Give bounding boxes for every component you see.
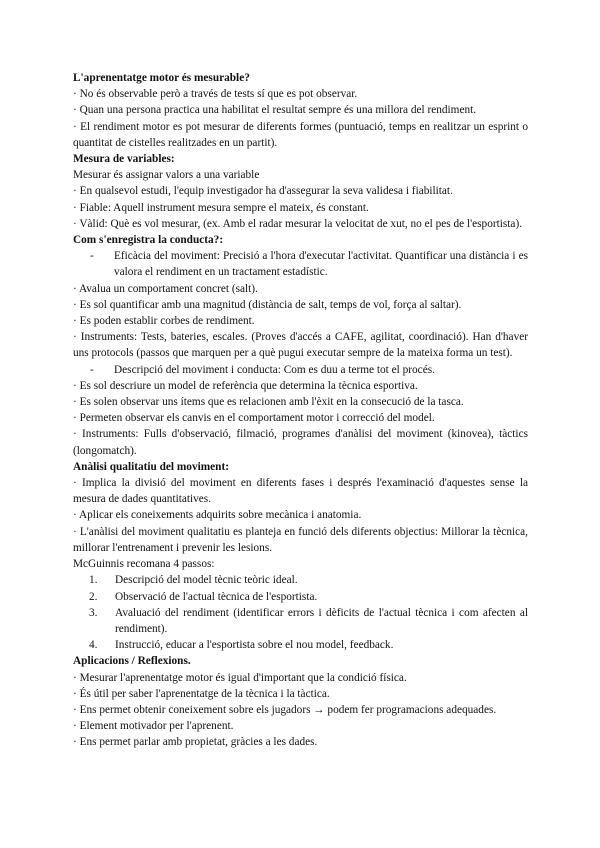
numbered-item-text: Observació de l'actual tècnica de l'esportista. — [115, 590, 318, 603]
bullet-line: · El rendiment motor es pot mesurar de diferents formes (puntuació, temps en realitzar un esprint o quantitat de cistelles realitzades en un partit). — [73, 120, 528, 149]
section-heading: Mesura de variables: — [73, 153, 175, 166]
dash-marker: - — [90, 363, 94, 376]
bullet-line: · Fiable: Aquell instrument mesura sempre el mateix, és constant. — [73, 201, 369, 214]
bullet-line: · És útil per saber l'aprenentatge de la tècnica i la tàctica. — [73, 687, 330, 700]
bullet-line: · Instruments: Tests, bateries, escales. (Proves d'accés a CAFE, agilitat, coordinació). Han d'haver uns protocols (passos que marquen per a què pugui executar sempre de la mateixa forma un test). — [73, 331, 528, 360]
dash-item-text: Eficàcia del moviment: Precisió a l'hora d'executar l'activitat. Quantificar una distància i es valora el rendiment en un tractament estadístic. — [114, 250, 528, 279]
numbered-list-item — [73, 572, 528, 588]
section-heading: Com s'enregistra la conducta?: — [73, 234, 224, 247]
bullet-line: · Es sol descriure un model de referència que determina la tècnica esportiva. — [73, 379, 418, 392]
section-heading: Aplicacions / Reflexions. — [73, 655, 191, 668]
list-number: 4. — [89, 639, 98, 652]
bullet-line: · Implica la divisió del moviment en diferents fases i després l'examinació d'aquestes sense la mesura de dades quantitatives. — [73, 477, 528, 506]
bullet-line: · Aplicar els coneixements adquirits sobre mecànica i anatomia. — [73, 509, 362, 522]
numbered-list-item — [73, 637, 528, 653]
paragraph-line: McGuinnis recomana 4 passos: — [73, 558, 215, 571]
list-number: 1. — [89, 574, 98, 587]
dash-item-text: Descripció del moviment i conducta: Com es duu a terme tot el procés. — [114, 363, 435, 376]
section-heading: Anàlisi qualitatiu del moviment: — [73, 460, 229, 473]
bullet-line: · En qualsevol estudi, l'equip investigador ha d'assegurar la seva validesa i fiabilitat. — [73, 185, 453, 198]
bullet-line: · Vàlid: Què es vol mesurar, (ex. Amb el radar mesurar la velocitat de xut, no el pes de l'esportista). — [73, 217, 523, 230]
numbered-item-text: Avaluació del rendiment (identificar errors i dèficits de l'actual tècnica i com afecten al rendiment). — [115, 606, 528, 635]
bullet-line: · Permeten observar els canvis en el comportament motor i correcció del model. — [73, 412, 435, 425]
paragraph-line: Mesurar és assignar valors a una variable — [73, 169, 260, 182]
list-number: 2. — [89, 590, 98, 603]
bullet-line: · Instruments: Fulls d'observació, filmació, programes d'anàlisi del moviment (kinovea), tàctics (longomatch). — [73, 428, 528, 457]
bullet-line: · Mesurar l'aprenentatge motor és igual d'important que la condició física. — [73, 671, 407, 684]
bullet-line: · Ens permet obtenir coneixement sobre els jugadors → podem fer programacions adequades. — [73, 703, 497, 716]
numbered-list-item — [73, 605, 528, 637]
dash-marker: - — [90, 250, 94, 263]
bullet-line: · Es sol quantificar amb una magnitud (distància de salt, temps de vol, força al saltar). — [73, 298, 462, 311]
dash-list-item — [73, 248, 528, 280]
bullet-line: · Avalua un comportament concret (salt). — [73, 282, 258, 295]
list-number: 3. — [89, 606, 98, 619]
bullet-line: · Quan una persona practica una habilitat el resultat sempre és una millora del rendiment. — [73, 104, 477, 117]
numbered-item-text: Instrucció, educar a l'esportista sobre el nou model, feedback. — [115, 639, 394, 652]
bullet-line: · Ens permet parlar amb propietat, gràcies a les dades. — [73, 736, 318, 749]
dash-list-item — [73, 362, 528, 378]
section-heading: L'aprenentatge motor és mesurable? — [73, 72, 250, 84]
bullet-line: · Es solen observar uns ítems que es relacionen amb l'èxit en la consecució de la tasca. — [73, 396, 464, 409]
bullet-line: · Es poden establir corbes de rendiment. — [73, 315, 255, 328]
numbered-item-text: Descripció del model tècnic teòric ideal. — [115, 574, 298, 587]
numbered-list-item — [73, 589, 528, 605]
bullet-line: · Element motivador per l'aprenent. — [73, 720, 234, 733]
bullet-line: · L'anàlisi del moviment qualitatiu es planteja en funció dels diferents objectius: Millorar la tècnica, millorar l'entrenament i prevenir les lesions. — [73, 525, 528, 554]
bullet-line: · No és observable però a través de tests sí que es pot observar. — [73, 88, 358, 101]
